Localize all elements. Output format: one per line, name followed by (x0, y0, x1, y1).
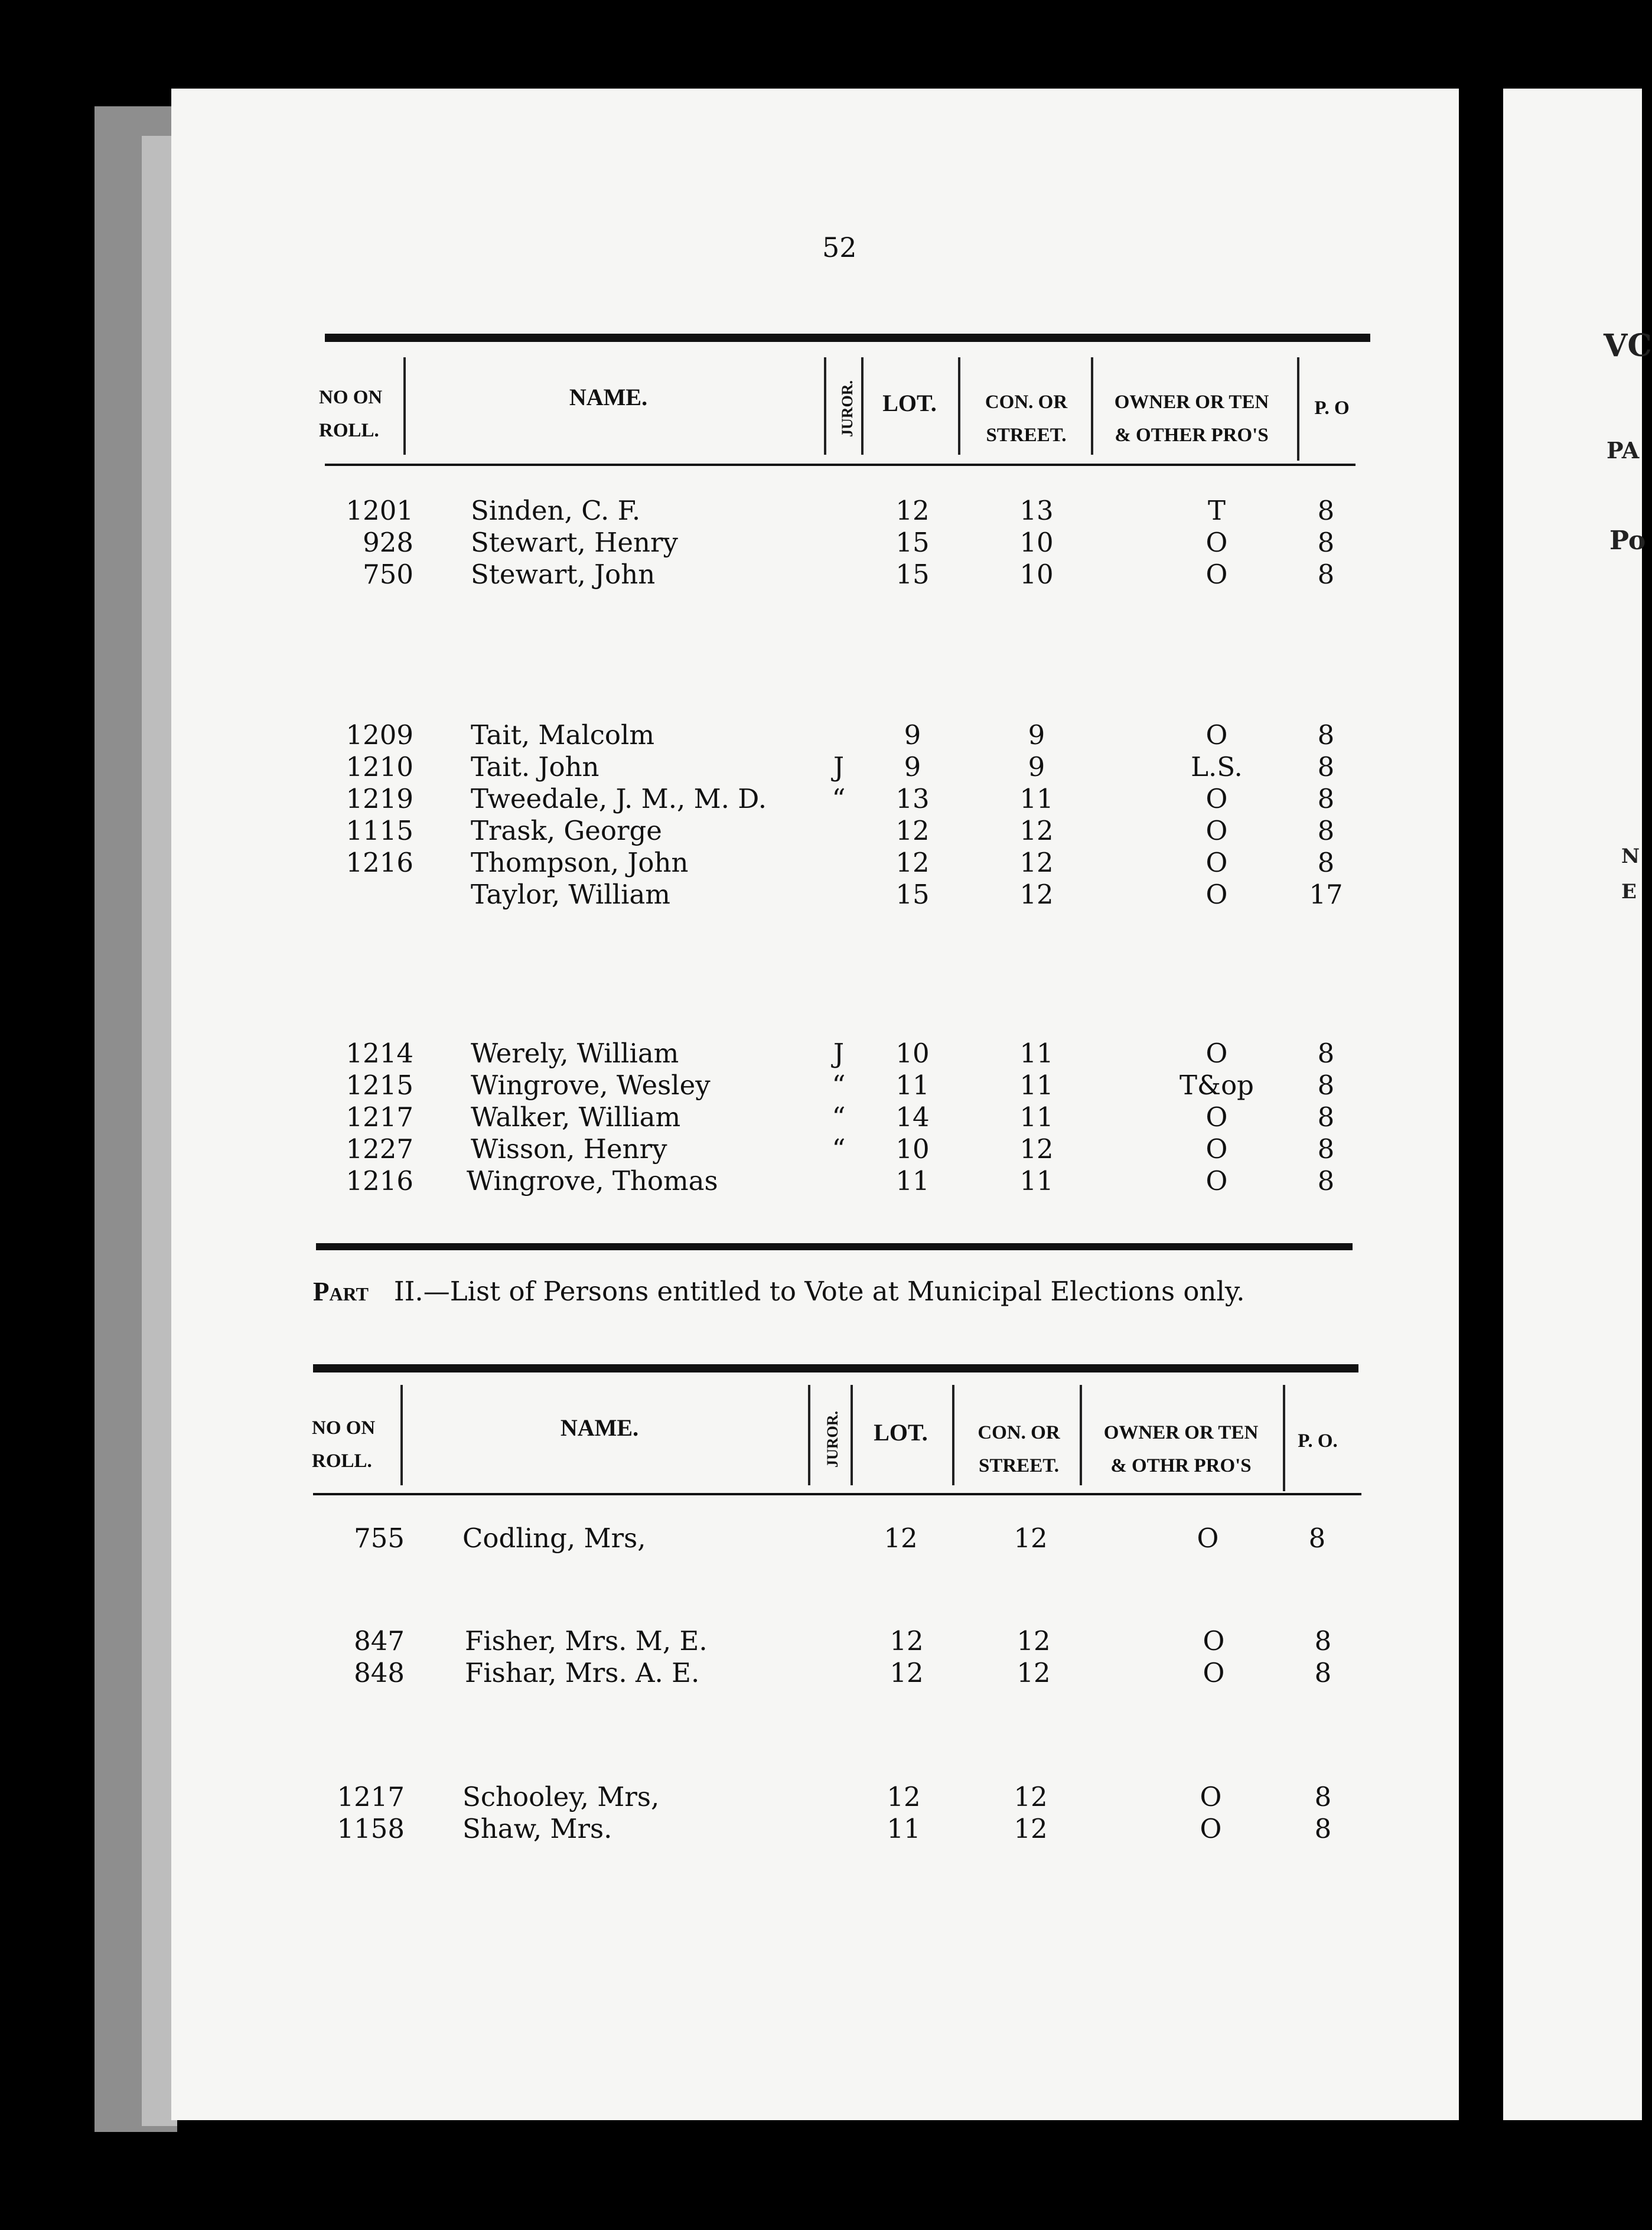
owner-value: L.S. (1191, 751, 1243, 783)
po-value: 8 (1317, 1165, 1335, 1196)
owner-value: O (1205, 1038, 1228, 1069)
person-name: Tweedale, J. M., M. D. (471, 783, 767, 814)
person-name: Werely, William (471, 1038, 679, 1069)
header-no-on-roll (312, 1411, 375, 1478)
header-text: OWNER OR TEN (1114, 392, 1269, 413)
header-owner-or-ten (1082, 1416, 1280, 1482)
lot-value: 13 (895, 783, 930, 814)
con-value: 11 (1019, 1070, 1054, 1101)
po-value: 8 (1317, 1038, 1335, 1069)
right-page (1503, 89, 1652, 2120)
header-name: NAME. (560, 1414, 639, 1441)
right-page-fragment: Po (1609, 526, 1646, 556)
header-text: NO ON (312, 1417, 376, 1439)
header-no-on-roll (319, 381, 382, 447)
po-value: 8 (1314, 1625, 1332, 1657)
owner-value: O (1205, 1165, 1228, 1196)
juror-mark: “ (832, 783, 846, 814)
owner-value: T&op (1179, 1070, 1254, 1101)
lot-value: 11 (895, 1070, 930, 1101)
header-text: & OTHER PRO'S (1115, 425, 1269, 446)
con-value: 12 (1019, 847, 1054, 878)
con-value: 12 (1019, 879, 1054, 910)
person-name: Wingrove, Wesley (471, 1070, 711, 1101)
owner-value: O (1205, 1133, 1228, 1165)
lot-value: 15 (895, 559, 930, 590)
owner-value: T (1207, 495, 1226, 526)
po-value: 8 (1317, 783, 1335, 814)
roll-number: 1214 (346, 1038, 413, 1069)
lot-value: 9 (904, 719, 921, 751)
roll-number: 848 (354, 1657, 405, 1688)
header-bottom-rule (325, 464, 1356, 466)
right-page-fragment: PA (1607, 437, 1640, 464)
lot-value: 15 (895, 879, 930, 910)
page-number: 52 (822, 232, 857, 263)
roll-number: 1227 (346, 1133, 413, 1165)
person-name: Walker, William (471, 1101, 681, 1133)
roll-number: 1215 (346, 1070, 413, 1101)
roll-number: 1115 (346, 815, 413, 846)
roll-number: 1210 (346, 751, 413, 783)
con-value: 11 (1019, 1101, 1054, 1133)
roll-number: 1217 (337, 1781, 405, 1812)
con-value: 11 (1019, 1038, 1054, 1069)
person-name: Thompson, John (471, 847, 689, 878)
po-value: 8 (1317, 1101, 1335, 1133)
column-divider (958, 357, 960, 455)
person-name: Taylor, William (471, 879, 670, 910)
header-po: P. O. (1298, 1430, 1338, 1452)
header-con-or-street (963, 386, 1090, 452)
lot-value: 12 (889, 1657, 924, 1688)
right-page-fragment: VC (1604, 328, 1652, 364)
part-heading-text: II.—List of Persons entitled to Vote at Municipal Elections only. (393, 1276, 1245, 1307)
column-divider (861, 357, 864, 455)
header-po: P. O (1314, 397, 1350, 419)
person-name: Shaw, Mrs. (462, 1813, 612, 1844)
person-name: Tait. John (471, 751, 599, 783)
column-divider (403, 357, 406, 455)
con-value: 12 (1016, 1657, 1051, 1688)
lot-value: 9 (904, 751, 921, 783)
column-divider (851, 1385, 853, 1485)
po-value: 8 (1314, 1781, 1332, 1812)
po-value: 8 (1314, 1657, 1332, 1688)
juror-mark: “ (832, 1070, 846, 1101)
header-bottom-rule (313, 1493, 1361, 1495)
con-value: 11 (1019, 783, 1054, 814)
po-value: 8 (1317, 559, 1335, 590)
owner-value: O (1205, 847, 1228, 878)
po-value: 8 (1317, 719, 1335, 751)
part-label: Part (313, 1277, 369, 1306)
po-value: 8 (1317, 815, 1335, 846)
person-name: Schooley, Mrs, (462, 1781, 660, 1812)
person-name: Trask, George (471, 815, 662, 846)
con-value: 12 (1014, 1813, 1048, 1844)
lot-value: 10 (895, 1133, 930, 1165)
roll-number: 750 (363, 559, 413, 590)
roll-number: 1158 (337, 1813, 405, 1844)
lot-value: 12 (884, 1522, 918, 1554)
header-text: STREET. (978, 1455, 1060, 1476)
roll-number: 847 (354, 1625, 405, 1657)
header-owner-or-ten (1093, 386, 1291, 452)
roll-number: 1219 (346, 783, 413, 814)
lot-value: 12 (889, 1625, 924, 1657)
person-name: Stewart, John (471, 559, 656, 590)
roll-number: 1201 (346, 495, 413, 526)
header-text: CON. OR (977, 1422, 1060, 1443)
juror-mark: “ (832, 1101, 846, 1133)
owner-value: O (1200, 1813, 1222, 1844)
owner-value: O (1203, 1625, 1225, 1657)
owner-value: O (1205, 1101, 1228, 1133)
part-two-heading (313, 1276, 1245, 1307)
owner-value: O (1203, 1657, 1225, 1688)
lot-value: 12 (895, 847, 930, 878)
owner-value: O (1205, 879, 1228, 910)
header-text: OWNER OR TEN (1103, 1422, 1259, 1443)
person-name: Fisher, Mrs. M, E. (465, 1625, 708, 1657)
lot-value: 15 (895, 527, 930, 558)
table-top-rule (325, 334, 1370, 342)
header-name: NAME. (569, 384, 648, 410)
header-text: ROLL. (312, 1450, 372, 1472)
owner-value: O (1205, 527, 1228, 558)
con-value: 12 (1016, 1625, 1051, 1657)
column-divider (400, 1385, 403, 1485)
juror-mark: J (833, 751, 845, 783)
column-divider (824, 357, 826, 455)
lot-value: 11 (887, 1813, 921, 1844)
header-text: CON. OR (985, 392, 1068, 413)
con-value: 13 (1019, 495, 1054, 526)
header-text: & OTHR PRO'S (1110, 1455, 1252, 1476)
con-value: 12 (1014, 1781, 1048, 1812)
person-name: Stewart, Henry (471, 527, 678, 558)
owner-value: O (1205, 559, 1228, 590)
header-juror: JUROR. (824, 1410, 841, 1468)
header-juror: JUROR. (839, 380, 856, 437)
con-value: 9 (1028, 751, 1045, 783)
header-text: ROLL. (319, 420, 379, 441)
po-value: 8 (1317, 1070, 1335, 1101)
po-value: 8 (1317, 751, 1335, 783)
roll-number: 755 (354, 1522, 405, 1554)
po-value: 8 (1317, 495, 1335, 526)
roll-number: 928 (363, 527, 413, 558)
person-name: Wisson, Henry (471, 1133, 667, 1165)
header-con-or-street (957, 1416, 1081, 1482)
con-value: 10 (1019, 527, 1054, 558)
owner-value: O (1197, 1522, 1219, 1554)
header-lot: LOT. (874, 1419, 928, 1446)
right-page-fragment: E (1621, 880, 1637, 904)
po-value: 8 (1317, 847, 1335, 878)
column-divider (808, 1385, 810, 1485)
owner-value: O (1200, 1781, 1222, 1812)
roll-number: 1209 (346, 719, 413, 751)
column-divider (952, 1385, 954, 1485)
juror-mark: “ (832, 1133, 846, 1165)
con-value: 9 (1028, 719, 1045, 751)
owner-value: O (1205, 815, 1228, 846)
header-text: STREET. (986, 425, 1067, 446)
po-value: 8 (1308, 1522, 1326, 1554)
person-name: Codling, Mrs, (462, 1522, 646, 1554)
lot-value: 10 (895, 1038, 930, 1069)
lot-value: 12 (895, 815, 930, 846)
person-name: Wingrove, Thomas (467, 1165, 718, 1196)
person-name: Sinden, C. F. (471, 495, 641, 526)
po-value: 8 (1314, 1813, 1332, 1844)
section-divider-rule (316, 1243, 1353, 1250)
con-value: 12 (1014, 1522, 1048, 1554)
po-value: 8 (1317, 1133, 1335, 1165)
con-value: 10 (1019, 559, 1054, 590)
lot-value: 14 (895, 1101, 930, 1133)
roll-number: 1217 (346, 1101, 413, 1133)
person-name: Fishar, Mrs. A. E. (465, 1657, 700, 1688)
po-value: 17 (1309, 879, 1343, 910)
owner-value: O (1205, 783, 1228, 814)
po-value: 8 (1317, 527, 1335, 558)
owner-value: O (1205, 719, 1228, 751)
con-value: 11 (1019, 1165, 1054, 1196)
table-top-rule (313, 1364, 1358, 1372)
person-name: Tait, Malcolm (471, 719, 655, 751)
juror-mark: J (833, 1038, 845, 1069)
header-lot: LOT. (882, 390, 937, 416)
roll-number: 1216 (346, 1165, 413, 1196)
lot-value: 11 (895, 1165, 930, 1196)
lot-value: 12 (895, 495, 930, 526)
right-page-fragment: N (1621, 845, 1640, 868)
con-value: 12 (1019, 815, 1054, 846)
header-text: NO ON (319, 387, 383, 408)
con-value: 12 (1019, 1133, 1054, 1165)
lot-value: 12 (887, 1781, 921, 1812)
roll-number: 1216 (346, 847, 413, 878)
